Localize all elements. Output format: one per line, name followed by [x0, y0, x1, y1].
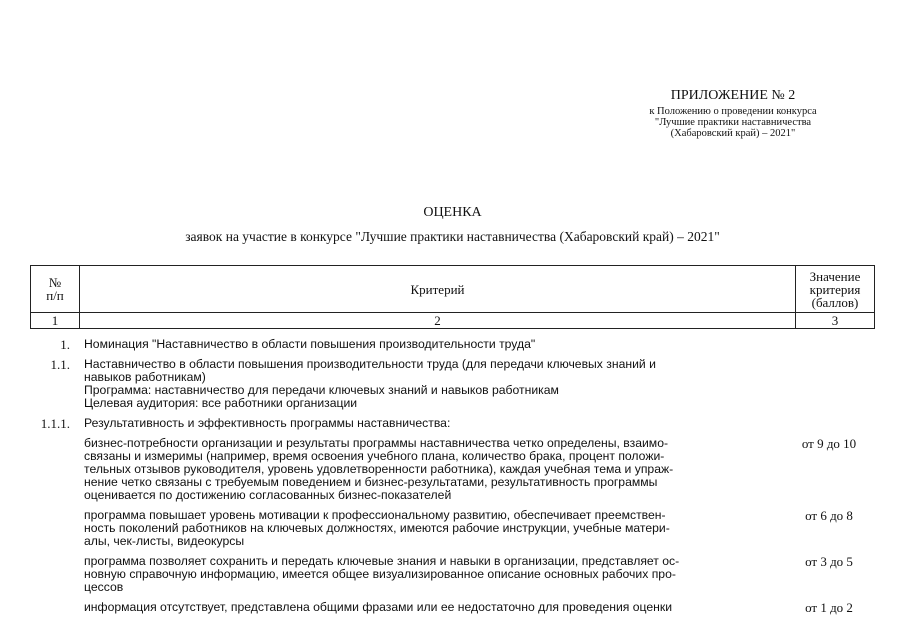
row-value — [783, 338, 875, 351]
row-value: от 3 до 5 — [805, 554, 853, 569]
row-line: информация отсутствует, представлена общими фразами или ее недостаточно для проведения оценки — [84, 600, 673, 614]
row-line: программа повышает уровень мотивации к профессиональному развитию, обеспечивает преемствен- — [84, 508, 666, 522]
row-number — [30, 555, 84, 594]
row-line: ность поколений работников на ключевых должностях, имеются рабочие инструкции, учебные матери- — [84, 521, 670, 535]
row-text — [84, 437, 783, 502]
row-value — [783, 417, 875, 430]
header-number-cell — [31, 266, 80, 313]
column-number-1: 1 — [31, 313, 80, 329]
column-number-2: 2 — [80, 313, 796, 329]
row-line: навыков работникам) — [84, 370, 206, 384]
row-line: алы, чек-листы, видеокурсы — [84, 534, 245, 548]
row-number: 1. — [60, 337, 70, 352]
header-value-line-3: (баллов) — [811, 294, 859, 310]
row-line: бизнес-потребности организации и результаты программы наставничества четко определены, взаимо- — [84, 436, 669, 450]
row-line: Программа: наставничество для передачи ключевых знаний и навыков работникам — [84, 383, 559, 397]
row-line: оценивается по достижению согласованных бизнес-показателей — [84, 488, 452, 502]
table-row — [30, 338, 875, 351]
row-value: от 9 до 10 — [801, 436, 857, 451]
header-number-line-2: п/п — [46, 288, 64, 303]
row-value — [783, 358, 875, 410]
row-text — [84, 417, 783, 430]
row-line: новную справочную информацию, имеется общее визуализированное описание основных рабочих про- — [84, 567, 676, 581]
row-line: цессов — [84, 580, 124, 594]
column-number-row — [31, 313, 875, 329]
table-header-row — [31, 266, 875, 313]
header-value-cell — [796, 266, 875, 313]
row-number — [30, 437, 84, 502]
table-row — [30, 437, 875, 502]
row-line: программа позволяет сохранить и передать ключевые знания и навыки в организации, представляет ос- — [84, 554, 680, 568]
appendix-line-3: (Хабаровский край) – 2021" — [670, 128, 796, 139]
criteria-table-header — [30, 265, 875, 329]
row-line: Наставничество в области повышения производительности труда (для передачи ключевых знаний и — [84, 357, 656, 371]
row-line: тельных отзывов руководителя, уровень удовлетворенности работника), каждая учебная тема и упраж- — [84, 462, 674, 476]
row-line: Целевая аудитория: все работники организации — [84, 396, 358, 410]
header-criterion-cell: Критерий — [80, 266, 796, 313]
row-line: Результативность и эффективность программы наставничества: — [84, 416, 451, 430]
row-value: от 6 до 8 — [805, 508, 853, 523]
row-text — [84, 601, 783, 614]
table-row — [30, 555, 875, 594]
row-text — [84, 358, 783, 410]
criteria-table-body — [30, 338, 875, 621]
row-text — [84, 555, 783, 594]
row-number — [30, 601, 84, 614]
row-line: связаны и измеримы (например, время освоения учебного плана, количество брака, процент положи- — [84, 449, 665, 463]
header-value-line-1: Значение — [809, 268, 861, 284]
table-row — [30, 509, 875, 548]
appendix-line-2: "Лучшие практики наставничества — [654, 117, 812, 128]
table-row — [30, 358, 875, 410]
row-number: 1.1.1. — [40, 416, 70, 431]
document-subtitle: заявок на участие в конкурсе "Лучшие практики наставничества (Хабаровский край) – 2021" — [185, 229, 720, 244]
row-number — [30, 509, 84, 548]
document-title: ОЦЕНКА — [423, 205, 482, 220]
row-line: нение четко связаны с требуемым поведением и бизнес-результатами, результативность программы — [84, 475, 658, 489]
appendix-header — [613, 88, 853, 139]
row-line: Номинация "Наставничество в области повышения производительности труда" — [84, 337, 536, 351]
table-row — [30, 417, 875, 430]
row-value: от 1 до 2 — [805, 600, 853, 615]
header-value-line-2: критерия — [809, 281, 861, 297]
table-row — [30, 601, 875, 614]
column-number-3: 3 — [796, 313, 875, 329]
appendix-title: ПРИЛОЖЕНИЕ № 2 — [670, 88, 796, 103]
row-text — [84, 338, 783, 351]
appendix-line-1: к Положению о проведении конкурса — [649, 106, 817, 117]
header-number-line-1: № — [48, 275, 62, 290]
row-number: 1.1. — [50, 357, 70, 372]
row-text — [84, 509, 783, 548]
